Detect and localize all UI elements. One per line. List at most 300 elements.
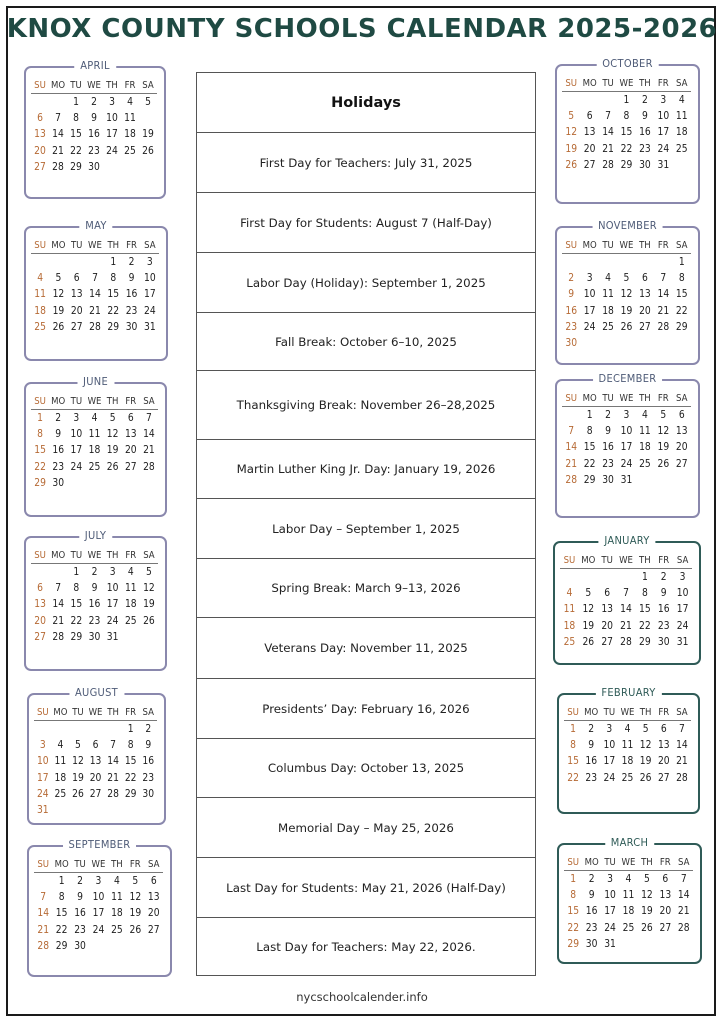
day-cell: 7 bbox=[568, 425, 575, 437]
day-cell: 30 bbox=[142, 788, 155, 800]
day-cell: 7 bbox=[92, 272, 98, 284]
day-cell: 5 bbox=[145, 566, 152, 578]
day-cell: 13 bbox=[639, 289, 651, 301]
day-cell: 7 bbox=[680, 873, 687, 885]
day-cell: 25 bbox=[54, 788, 67, 800]
day-cell: 29 bbox=[70, 631, 83, 643]
day-cell: 29 bbox=[567, 938, 580, 950]
day-cell: 23 bbox=[52, 461, 65, 473]
day-cell: 4 bbox=[605, 272, 611, 284]
weekday-label: SU bbox=[36, 707, 49, 718]
day-cell: 23 bbox=[74, 924, 86, 936]
day-cell: 17 bbox=[92, 908, 105, 920]
day-cell: 18 bbox=[563, 620, 576, 632]
day-cell: 28 bbox=[37, 940, 50, 952]
day-cell: 22 bbox=[620, 143, 633, 155]
day-cell: 10 bbox=[657, 110, 670, 122]
day-cell: 2 bbox=[641, 94, 648, 106]
day-cell: 22 bbox=[70, 615, 83, 627]
weekday-label: TH bbox=[639, 393, 651, 404]
month-name: APRIL bbox=[74, 59, 116, 72]
day-cell: 26 bbox=[142, 145, 154, 157]
day-cell: 24 bbox=[106, 145, 118, 157]
day-cell: 20 bbox=[34, 615, 46, 627]
day-cell: 9 bbox=[128, 272, 135, 284]
day-cell: 23 bbox=[585, 772, 598, 784]
day-cell: 11 bbox=[622, 889, 635, 901]
day-cell: 27 bbox=[583, 159, 596, 171]
day-cell: 7 bbox=[145, 412, 152, 424]
day-cell: 30 bbox=[88, 161, 100, 173]
day-cell: 3 bbox=[607, 873, 613, 885]
day-cell: 21 bbox=[602, 143, 614, 155]
day-cell: 25 bbox=[621, 772, 634, 784]
day-cell: 6 bbox=[150, 875, 157, 887]
day-cell: 10 bbox=[143, 272, 156, 284]
day-cell: 3 bbox=[679, 571, 686, 583]
weekday-label: FR bbox=[657, 240, 669, 251]
weekday-label: FR bbox=[657, 78, 669, 89]
weekday-header bbox=[562, 76, 691, 92]
day-cell: 25 bbox=[622, 922, 635, 934]
week-row bbox=[31, 94, 157, 110]
day-cell: 21 bbox=[676, 756, 688, 768]
day-cell: 22 bbox=[70, 145, 82, 157]
day-cell: 21 bbox=[657, 305, 670, 317]
day-cell: 5 bbox=[660, 409, 667, 421]
day-cell: 20 bbox=[601, 620, 613, 632]
holiday-item: Last Day for Students: May 21, 2026 (Half-Day) bbox=[197, 858, 535, 918]
day-cell: 6 bbox=[73, 272, 80, 284]
weekday-label: FR bbox=[129, 859, 141, 870]
holiday-item: First Day for Teachers: July 31, 2025 bbox=[197, 133, 535, 193]
day-cell: 2 bbox=[568, 272, 575, 284]
month-name: NOVEMBER bbox=[592, 219, 663, 232]
day-cell: 10 bbox=[106, 582, 119, 594]
weekday-label: FR bbox=[124, 80, 136, 91]
day-cell: 17 bbox=[676, 604, 689, 616]
month-name: AUGUST bbox=[69, 686, 124, 699]
day-cell: 28 bbox=[52, 631, 65, 643]
week-row bbox=[564, 770, 691, 786]
day-cell: 12 bbox=[620, 289, 633, 301]
day-cell: 17 bbox=[603, 756, 616, 768]
weekday-label: TH bbox=[639, 240, 651, 251]
month-calendar-january bbox=[553, 534, 701, 665]
day-cell: 16 bbox=[602, 442, 614, 454]
month-name: MAY bbox=[79, 219, 112, 232]
day-cell: 16 bbox=[585, 906, 598, 918]
day-cell: 25 bbox=[88, 461, 101, 473]
day-cell: 28 bbox=[107, 788, 119, 800]
day-cell: 27 bbox=[659, 922, 672, 934]
weekday-label: SU bbox=[567, 857, 580, 868]
day-cell: 3 bbox=[109, 566, 116, 578]
weekday-label: MO bbox=[50, 80, 66, 91]
weekday-label: WE bbox=[87, 550, 102, 561]
day-cell: 16 bbox=[88, 129, 100, 141]
day-cell: 9 bbox=[641, 110, 648, 122]
day-cell: 16 bbox=[52, 445, 65, 457]
weekday-label: FR bbox=[125, 707, 137, 718]
day-cell: 29 bbox=[620, 159, 633, 171]
day-cell: 27 bbox=[601, 636, 613, 648]
day-cell: 8 bbox=[37, 428, 43, 440]
week-row bbox=[31, 303, 159, 319]
day-cell: 30 bbox=[52, 477, 65, 489]
day-cell: 14 bbox=[677, 889, 690, 901]
day-cell: 21 bbox=[677, 906, 690, 918]
day-cell: 25 bbox=[34, 321, 46, 333]
day-cell: 1 bbox=[570, 723, 576, 735]
day-cell: 17 bbox=[106, 129, 118, 141]
weekday-label: TH bbox=[106, 550, 119, 561]
day-cell: 5 bbox=[145, 96, 151, 108]
month-calendar-april bbox=[24, 59, 166, 199]
month-calendar-february bbox=[557, 686, 700, 814]
week-row bbox=[564, 737, 691, 753]
day-cell: 4 bbox=[37, 272, 44, 284]
month-grid bbox=[564, 855, 693, 952]
weekday-label: WE bbox=[619, 240, 634, 251]
day-cell: 17 bbox=[36, 772, 49, 784]
day-cell: 27 bbox=[675, 458, 688, 470]
day-cell: 1 bbox=[37, 412, 43, 424]
day-cell: 25 bbox=[124, 615, 137, 627]
day-cell: 5 bbox=[132, 875, 139, 887]
day-cell: 2 bbox=[588, 873, 595, 885]
day-cell: 20 bbox=[675, 442, 688, 454]
day-cell: 24 bbox=[657, 143, 670, 155]
weekday-label: TH bbox=[106, 396, 119, 407]
month-calendar-march bbox=[557, 836, 702, 964]
day-cell: 15 bbox=[70, 599, 83, 611]
day-cell: 5 bbox=[643, 873, 650, 885]
day-cell: 8 bbox=[110, 272, 117, 284]
weekday-label: SA bbox=[142, 707, 154, 718]
week-row bbox=[34, 786, 157, 802]
weekday-label: TU bbox=[601, 555, 613, 566]
day-cell: 4 bbox=[127, 566, 134, 578]
day-cell: 3 bbox=[586, 272, 593, 284]
week-row bbox=[31, 629, 158, 645]
day-cell: 26 bbox=[106, 461, 119, 473]
day-cell: 1 bbox=[73, 96, 79, 108]
day-cell: 18 bbox=[88, 445, 101, 457]
weekday-label: TU bbox=[602, 240, 614, 251]
holidays-table bbox=[196, 72, 536, 976]
day-cell: 26 bbox=[639, 772, 652, 784]
day-cell: 29 bbox=[675, 321, 688, 333]
weekday-label: MO bbox=[582, 393, 597, 404]
day-cell: 26 bbox=[72, 788, 84, 800]
day-cell: 22 bbox=[583, 458, 596, 470]
day-cell: 18 bbox=[54, 772, 67, 784]
day-cell: 19 bbox=[143, 599, 155, 611]
day-cell: 21 bbox=[52, 145, 64, 157]
day-cell: 1 bbox=[641, 571, 648, 583]
weekday-label: MO bbox=[51, 550, 66, 561]
weekday-label: SU bbox=[565, 240, 578, 251]
month-grid bbox=[562, 238, 691, 352]
day-cell: 9 bbox=[91, 582, 98, 594]
holiday-item: Last Day for Teachers: May 22, 2026. bbox=[256, 940, 476, 954]
weekday-label: FR bbox=[658, 555, 670, 566]
day-cell: 29 bbox=[639, 636, 651, 648]
weekday-label: TU bbox=[602, 393, 614, 404]
day-cell: 25 bbox=[602, 321, 614, 333]
day-cell: 4 bbox=[678, 94, 685, 106]
day-cell: 28 bbox=[143, 461, 155, 473]
day-cell: 27 bbox=[89, 788, 102, 800]
week-row bbox=[31, 319, 159, 335]
month-name: MARCH bbox=[605, 836, 655, 849]
month-grid bbox=[34, 857, 163, 954]
day-cell: 14 bbox=[565, 442, 578, 454]
day-cell: 25 bbox=[675, 143, 688, 155]
holiday-item: Veterans Day: November 11, 2025 bbox=[197, 618, 535, 679]
day-cell: 27 bbox=[34, 631, 46, 643]
week-row bbox=[31, 287, 159, 303]
day-cell: 19 bbox=[142, 129, 154, 141]
month-name: JANUARY bbox=[598, 534, 655, 547]
day-cell: 1 bbox=[586, 409, 593, 421]
month-name: SEPTEMBER bbox=[63, 838, 137, 851]
day-cell: 18 bbox=[111, 908, 123, 920]
day-cell: 2 bbox=[660, 571, 667, 583]
day-cell: 30 bbox=[125, 321, 138, 333]
day-cell: 10 bbox=[92, 891, 105, 903]
weekday-label: TH bbox=[639, 555, 651, 566]
day-cell: 28 bbox=[620, 636, 632, 648]
day-cell: 3 bbox=[73, 412, 80, 424]
day-cell: 29 bbox=[34, 477, 46, 489]
weekday-label: SU bbox=[563, 555, 576, 566]
day-cell: 1 bbox=[73, 566, 80, 578]
week-row bbox=[564, 721, 691, 737]
day-cell: 19 bbox=[620, 305, 633, 317]
day-cell: 31 bbox=[604, 938, 616, 950]
day-cell: 24 bbox=[676, 620, 689, 632]
day-cell: 23 bbox=[657, 620, 670, 632]
day-cell: 16 bbox=[585, 756, 598, 768]
day-cell: 13 bbox=[124, 428, 137, 440]
day-cell: 4 bbox=[91, 412, 98, 424]
day-cell: 19 bbox=[52, 305, 65, 317]
page-title: KNOX COUNTY SCHOOLS CALENDAR 2025-2026 bbox=[6, 14, 718, 44]
day-cell: 21 bbox=[89, 305, 101, 317]
weekday-label: FR bbox=[659, 857, 671, 868]
day-cell: 9 bbox=[91, 112, 97, 124]
day-cell: 22 bbox=[639, 620, 651, 632]
day-cell: 17 bbox=[70, 445, 83, 457]
day-cell: 1 bbox=[678, 256, 685, 268]
day-cell: 11 bbox=[675, 110, 688, 122]
day-cell: 26 bbox=[620, 321, 633, 333]
day-cell: 30 bbox=[657, 636, 670, 648]
day-cell: 29 bbox=[70, 161, 82, 173]
week-row bbox=[31, 159, 157, 175]
day-cell: 4 bbox=[641, 409, 648, 421]
day-cell: 27 bbox=[34, 161, 46, 173]
day-cell: 20 bbox=[70, 305, 83, 317]
weekday-label: SA bbox=[144, 240, 156, 251]
day-cell: 4 bbox=[566, 587, 573, 599]
day-cell: 13 bbox=[89, 756, 102, 768]
day-cell: 16 bbox=[74, 908, 86, 920]
day-cell: 12 bbox=[582, 604, 595, 616]
day-cell: 16 bbox=[142, 756, 155, 768]
holiday-item: Labor Day (Holiday): September 1, 2025 bbox=[197, 253, 535, 313]
day-cell: 12 bbox=[657, 425, 670, 437]
week-row bbox=[562, 125, 691, 141]
day-cell: 10 bbox=[106, 112, 118, 124]
day-cell: 11 bbox=[34, 289, 46, 301]
weekday-label: TU bbox=[70, 240, 83, 251]
day-cell: 22 bbox=[55, 924, 68, 936]
day-cell: 12 bbox=[565, 127, 578, 139]
day-cell: 23 bbox=[88, 615, 101, 627]
day-cell: 5 bbox=[568, 110, 575, 122]
day-cell: 12 bbox=[72, 756, 84, 768]
weekday-label: SA bbox=[143, 550, 155, 561]
weekday-label: SA bbox=[143, 396, 155, 407]
weekday-header bbox=[31, 238, 159, 254]
day-cell: 10 bbox=[70, 428, 83, 440]
weekday-label: WE bbox=[619, 393, 634, 404]
day-cell: 15 bbox=[124, 756, 137, 768]
day-cell: 1 bbox=[58, 875, 65, 887]
day-cell: 22 bbox=[107, 305, 120, 317]
day-cell: 3 bbox=[623, 409, 630, 421]
day-cell: 8 bbox=[570, 739, 576, 751]
day-cell: 21 bbox=[620, 620, 632, 632]
weekday-label: SA bbox=[676, 240, 688, 251]
weekday-label: TU bbox=[70, 550, 83, 561]
day-cell: 18 bbox=[124, 129, 136, 141]
weekday-label: TU bbox=[603, 707, 616, 718]
day-cell: 2 bbox=[145, 723, 152, 735]
month-grid bbox=[34, 705, 157, 819]
week-row bbox=[31, 613, 158, 629]
weekday-label: WE bbox=[87, 80, 101, 91]
day-cell: 25 bbox=[124, 145, 136, 157]
month-grid bbox=[564, 705, 691, 786]
day-cell: 20 bbox=[639, 305, 651, 317]
day-cell: 4 bbox=[127, 96, 133, 108]
day-cell: 13 bbox=[659, 889, 672, 901]
weekday-header bbox=[31, 78, 157, 94]
month-calendar-october bbox=[555, 57, 700, 204]
weekday-label: WE bbox=[88, 240, 102, 251]
day-cell: 10 bbox=[36, 756, 49, 768]
day-cell: 15 bbox=[620, 127, 633, 139]
day-cell: 17 bbox=[583, 305, 596, 317]
day-cell: 27 bbox=[639, 321, 651, 333]
weekday-label: MO bbox=[51, 396, 66, 407]
day-cell: 7 bbox=[55, 112, 61, 124]
day-cell: 20 bbox=[583, 143, 596, 155]
weekday-label: WE bbox=[87, 396, 102, 407]
day-cell: 11 bbox=[639, 425, 651, 437]
week-row bbox=[562, 423, 691, 439]
day-cell: 8 bbox=[641, 587, 648, 599]
day-cell: 2 bbox=[77, 875, 83, 887]
day-cell: 9 bbox=[568, 289, 575, 301]
day-cell: 26 bbox=[641, 922, 653, 934]
day-cell: 6 bbox=[604, 587, 611, 599]
day-cell: 2 bbox=[128, 256, 135, 268]
weekday-label: SU bbox=[567, 707, 579, 718]
weekday-label: SA bbox=[676, 78, 688, 89]
day-cell: 6 bbox=[37, 582, 43, 594]
week-row bbox=[562, 440, 691, 456]
day-cell: 13 bbox=[601, 604, 613, 616]
week-row bbox=[562, 303, 691, 319]
day-cell: 29 bbox=[583, 474, 596, 486]
day-cell: 22 bbox=[675, 305, 688, 317]
month-grid bbox=[560, 553, 692, 650]
day-cell: 4 bbox=[625, 873, 632, 885]
day-cell: 6 bbox=[678, 409, 685, 421]
day-cell: 19 bbox=[657, 442, 670, 454]
day-cell: 28 bbox=[52, 161, 64, 173]
weekday-label: FR bbox=[658, 707, 670, 718]
weekday-header bbox=[562, 238, 691, 254]
day-cell: 31 bbox=[143, 321, 156, 333]
week-row bbox=[562, 108, 691, 124]
day-cell: 5 bbox=[55, 272, 62, 284]
day-cell: 28 bbox=[89, 321, 101, 333]
day-cell: 22 bbox=[567, 922, 580, 934]
day-cell: 20 bbox=[659, 906, 672, 918]
week-row bbox=[34, 721, 157, 737]
day-cell: 21 bbox=[565, 458, 578, 470]
month-calendar-december bbox=[555, 372, 700, 518]
week-row bbox=[564, 936, 693, 952]
week-row bbox=[31, 254, 159, 270]
holiday-item: Spring Break: March 9–13, 2026 bbox=[197, 559, 535, 618]
holiday-item: Labor Day – September 1, 2025 bbox=[197, 499, 535, 559]
day-cell: 7 bbox=[660, 272, 667, 284]
day-cell: 14 bbox=[602, 127, 614, 139]
month-calendar-august bbox=[27, 686, 166, 825]
day-cell: 23 bbox=[639, 143, 651, 155]
week-row bbox=[34, 754, 157, 770]
day-cell: 6 bbox=[660, 723, 667, 735]
weekday-label: WE bbox=[91, 859, 106, 870]
day-cell: 15 bbox=[107, 289, 120, 301]
day-cell: 3 bbox=[39, 739, 46, 751]
weekday-label: MO bbox=[582, 240, 597, 251]
day-cell: 18 bbox=[621, 756, 634, 768]
day-cell: 9 bbox=[588, 739, 595, 751]
day-cell: 1 bbox=[623, 94, 630, 106]
week-row bbox=[31, 110, 157, 126]
day-cell: 16 bbox=[125, 289, 138, 301]
day-cell: 3 bbox=[109, 96, 115, 108]
day-cell: 17 bbox=[620, 442, 633, 454]
week-row bbox=[31, 564, 158, 580]
day-cell: 16 bbox=[639, 127, 651, 139]
week-row bbox=[562, 141, 691, 157]
day-cell: 9 bbox=[588, 889, 595, 901]
day-cell: 30 bbox=[565, 338, 578, 350]
day-cell: 13 bbox=[147, 891, 160, 903]
weekday-header bbox=[560, 553, 692, 569]
day-cell: 28 bbox=[657, 321, 670, 333]
weekday-label: WE bbox=[621, 857, 636, 868]
